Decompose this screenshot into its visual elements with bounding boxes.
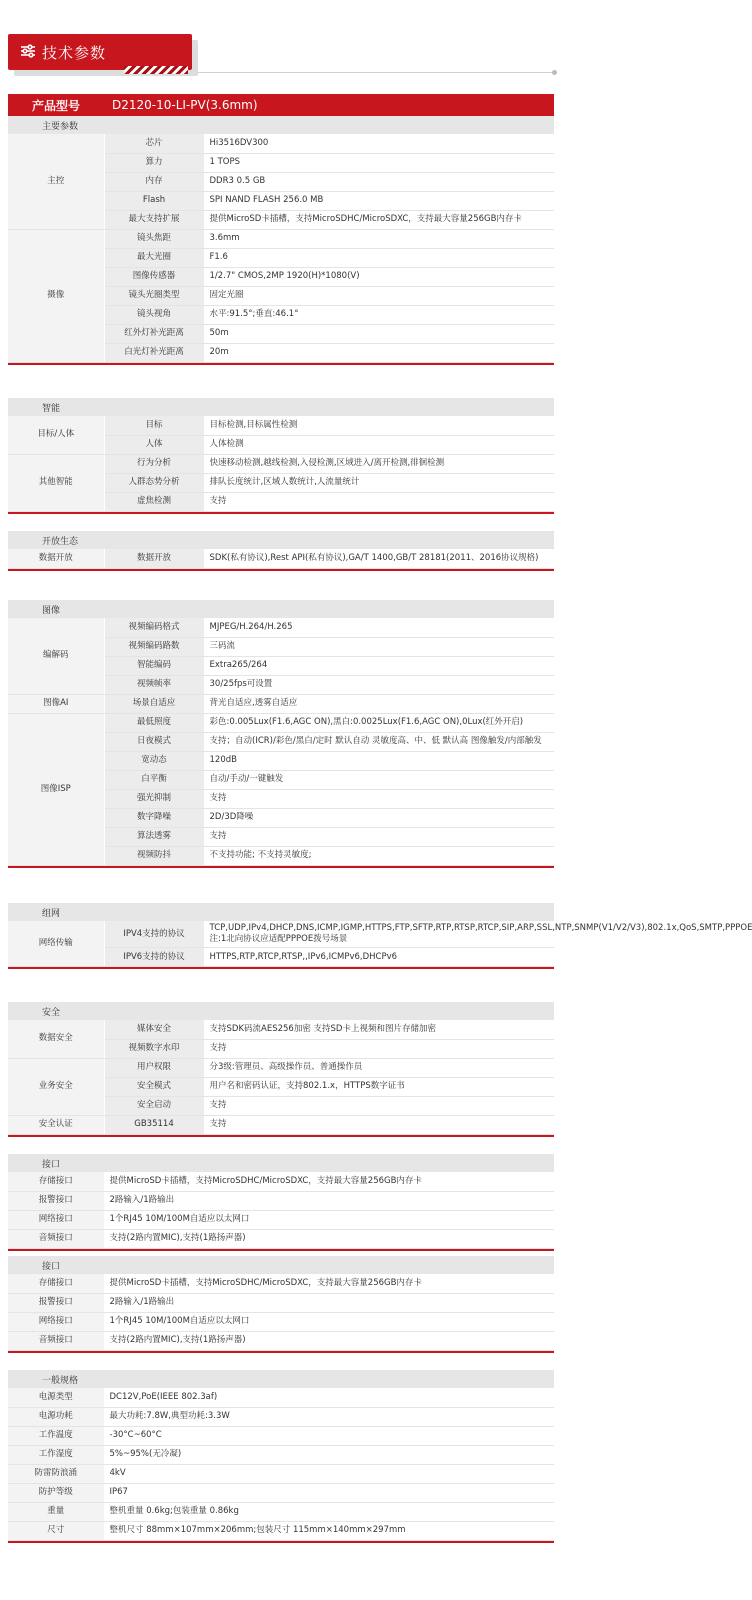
group-label: 编解码	[8, 618, 104, 694]
spec-value: 快速移动检测,越线检测,入侵检测,区域进入/离开检测,徘徊检测	[204, 454, 554, 473]
spec-value: 支持	[204, 1115, 554, 1134]
section-divider	[8, 512, 554, 514]
group-label: 图像AI	[8, 694, 104, 713]
spec-name: 人群态势分析	[104, 473, 204, 492]
product-model-header	[8, 94, 554, 116]
table-row	[8, 1020, 554, 1039]
spec-name: 行为分析	[104, 454, 204, 473]
spec-value: 支持(2路内置MIC),支持(1路扬声器)	[104, 1229, 554, 1248]
spec-name: Flash	[104, 191, 204, 210]
spec-value: 30/25fps可设置	[204, 675, 554, 694]
spec-name: 白平衡	[104, 770, 204, 789]
group-label: 图像ISP	[8, 713, 104, 865]
group-label: 摄像	[8, 229, 104, 362]
spec-table	[8, 921, 752, 967]
spec-value: -30°C~60°C	[104, 1426, 554, 1445]
spec-name: 数据开放	[104, 549, 204, 568]
spec-name: 镜头光圈类型	[104, 286, 204, 305]
spec-name: 网络接口	[8, 1210, 104, 1229]
spec-name: IPV4支持的协议	[104, 921, 204, 948]
spec-value: 2D/3D降噪	[204, 808, 554, 827]
spec-name: 视频编码格式	[104, 618, 204, 637]
spec-value: SPI NAND FLASH 256.0 MB	[204, 191, 554, 210]
spec-value: 整机尺寸 88mm×107mm×206mm;包装尺寸 115mm×140mm×297mm	[104, 1521, 554, 1540]
spec-section	[8, 903, 752, 969]
table-row	[8, 1464, 554, 1483]
spec-name: 白光灯补光距离	[104, 343, 204, 362]
group-label: 数据开放	[8, 549, 104, 568]
section-title: 安全	[8, 1002, 554, 1020]
spec-section	[8, 1256, 554, 1353]
table-row	[8, 1229, 554, 1248]
spec-section	[8, 1002, 554, 1137]
banner-divider	[198, 72, 554, 73]
spec-name: 最低照度	[104, 713, 204, 732]
table-row	[8, 1426, 554, 1445]
spec-section	[8, 116, 554, 365]
spec-value: 20m	[204, 343, 554, 362]
spec-name: 最大光圈	[104, 248, 204, 267]
table-row	[8, 694, 554, 713]
spec-value: 1个RJ45 10M/100M自适应以太网口	[104, 1312, 554, 1331]
table-row	[8, 1388, 554, 1407]
table-row	[8, 1312, 554, 1331]
spec-value: 支持	[204, 789, 554, 808]
spec-value: MJPEG/H.264/H.265	[204, 618, 554, 637]
section-divider	[8, 1135, 554, 1137]
spec-name: 最大支持扩展	[104, 210, 204, 229]
spec-value: 1 TOPS	[204, 153, 554, 172]
spec-value: 不支持功能; 不支持灵敏度;	[204, 846, 554, 865]
spec-name: 音频接口	[8, 1331, 104, 1350]
spec-section	[8, 398, 554, 514]
spec-table	[8, 1020, 554, 1135]
spec-value: 2路输入/1路输出	[104, 1191, 554, 1210]
spec-value: Hi3516DV300	[204, 134, 554, 153]
spec-name: 红外灯补光距离	[104, 324, 204, 343]
spec-name: 视频编码路数	[104, 637, 204, 656]
spec-name: GB35114	[104, 1115, 204, 1134]
section-title: 图像	[8, 600, 554, 618]
spec-name: 音频接口	[8, 1229, 104, 1248]
table-row	[8, 1407, 554, 1426]
group-label: 网络传输	[8, 921, 104, 967]
section-divider	[8, 967, 554, 969]
section-title: 组网	[8, 903, 554, 921]
table-row	[8, 1445, 554, 1464]
group-label: 其他智能	[8, 454, 104, 511]
table-row	[8, 1115, 554, 1134]
spec-value: 1/2.7" CMOS,2MP 1920(H)*1080(V)	[204, 267, 554, 286]
spec-value: 用户名和密码认证，支持802.1.x，HTTPS数字证书	[204, 1077, 554, 1096]
spec-value: 50m	[204, 324, 554, 343]
spec-name: 用户权限	[104, 1058, 204, 1077]
spec-name: 视频防抖	[104, 846, 204, 865]
table-row	[8, 618, 554, 637]
spec-name: 网络接口	[8, 1312, 104, 1331]
banner-stripes	[124, 66, 188, 74]
spec-name: 日夜模式	[104, 732, 204, 751]
spec-name: 内存	[104, 172, 204, 191]
spec-name: 算力	[104, 153, 204, 172]
spec-table	[8, 618, 554, 866]
table-row	[8, 921, 554, 948]
table-row	[8, 713, 554, 732]
spec-section	[8, 1370, 554, 1543]
table-row	[8, 1058, 554, 1077]
section-title: 一般规格	[8, 1370, 554, 1388]
spec-value: DDR3 0.5 GB	[204, 172, 554, 191]
table-row	[8, 1331, 554, 1350]
section-banner	[8, 34, 198, 76]
banner-title: 技术参数	[42, 43, 107, 62]
spec-name: 场景自适应	[104, 694, 204, 713]
spec-name: IPV6支持的协议	[104, 948, 204, 967]
table-row	[8, 1172, 554, 1191]
spec-value: 1个RJ45 10M/100M自适应以太网口	[104, 1210, 554, 1229]
spec-section	[8, 1154, 554, 1251]
spec-value: F1.6	[204, 248, 554, 267]
spec-value: SDK(私有协议),Rest API(私有协议),GA/T 1400,GB/T 28181(2011、2016协议规格)	[204, 549, 554, 568]
group-label: 安全认证	[8, 1115, 104, 1134]
spec-value: 2路输入/1路输出	[104, 1293, 554, 1312]
spec-value: 分3级:管理员、高级操作员、普通操作员	[204, 1058, 554, 1077]
product-model-label: 产品型号	[31, 98, 80, 113]
group-label: 业务安全	[8, 1058, 104, 1115]
spec-table	[8, 549, 554, 569]
spec-section	[8, 531, 554, 571]
table-row	[8, 1210, 554, 1229]
spec-name: 强光抑制	[104, 789, 204, 808]
spec-value: 提供MicroSD卡插槽，支持MicroSDHC/MicroSDXC，支持最大容量256GB内存卡	[204, 210, 554, 229]
spec-table	[8, 1274, 554, 1351]
spec-table	[8, 1388, 554, 1541]
spec-value: 支持	[204, 1039, 554, 1058]
spec-name: 电源类型	[8, 1388, 104, 1407]
spec-table	[8, 1172, 554, 1249]
spec-value: 支持(2路内置MIC),支持(1路扬声器)	[104, 1331, 554, 1350]
spec-value: 三码流	[204, 637, 554, 656]
table-row	[8, 1521, 554, 1540]
section-divider	[8, 1351, 554, 1353]
section-title: 接口	[8, 1154, 554, 1172]
spec-name: 虚焦检测	[104, 492, 204, 511]
spec-name: 镜头焦距	[104, 229, 204, 248]
spec-value: 背光自适应,透雾自适应	[204, 694, 554, 713]
table-row	[8, 549, 554, 568]
spec-name: 人体	[104, 435, 204, 454]
spec-value: 目标检测,目标属性检测	[204, 416, 554, 435]
spec-value: 支持	[204, 1096, 554, 1115]
spec-value: 支持	[204, 827, 554, 846]
spec-name: 宽动态	[104, 751, 204, 770]
spec-value: 最大功耗:7.8W,典型功耗:3.3W	[104, 1407, 554, 1426]
spec-name: 目标	[104, 416, 204, 435]
spec-value: 水平:91.5°;垂直:46.1°	[204, 305, 554, 324]
spec-name: 安全模式	[104, 1077, 204, 1096]
spec-name: 重量	[8, 1502, 104, 1521]
spec-value: 人体检测	[204, 435, 554, 454]
section-title: 主要参数	[8, 116, 554, 134]
section-divider	[8, 1541, 554, 1543]
spec-name: 电源功耗	[8, 1407, 104, 1426]
spec-value: 整机重量 0.6kg;包装重量 0.86kg	[104, 1502, 554, 1521]
spec-name: 存储接口	[8, 1172, 104, 1191]
spec-value: 彩色:0.005Lux(F1.6,AGC ON),黑白:0.0025Lux(F1.6,AGC ON),0Lux(红外开启)	[204, 713, 554, 732]
spec-value: 固定光圈	[204, 286, 554, 305]
banner-box	[8, 34, 192, 70]
spec-value: 排队长度统计,区域人数统计,人流量统计	[204, 473, 554, 492]
spec-table	[8, 416, 554, 512]
group-label: 主控	[8, 134, 104, 229]
table-row	[8, 1483, 554, 1502]
spec-section	[8, 600, 554, 868]
spec-name: 媒体安全	[104, 1020, 204, 1039]
group-label: 目标/人体	[8, 416, 104, 454]
sliders-icon	[20, 44, 36, 61]
spec-value: 自动/手动/一键触发	[204, 770, 554, 789]
spec-value: 120dB	[204, 751, 554, 770]
section-divider	[8, 569, 554, 571]
spec-value: TCP,UDP,IPv4,DHCP,DNS,ICMP,IGMP,HTTPS,FTP,SFTP,RTP,RTSP,RTCP,SIP,ARP,SSL,NTP,SNMP(V1/V2/V3),802.1x,QoS,SMTP,PPPOE 注:1北向协议应适配PPPOE拨号场景	[204, 921, 554, 948]
group-label: 数据安全	[8, 1020, 104, 1058]
spec-name: 图像传感器	[104, 267, 204, 286]
table-row	[8, 1274, 554, 1293]
spec-value: 支持SDK码流AES256加密 支持SD卡上视频和图片存储加密	[204, 1020, 554, 1039]
section-divider	[8, 1249, 554, 1251]
spec-value: 提供MicroSD卡插槽，支持MicroSDHC/MicroSDXC，支持最大容量256GB内存卡	[104, 1172, 554, 1191]
spec-value: 5%~95%(无冷凝)	[104, 1445, 554, 1464]
spec-table	[8, 134, 554, 363]
spec-name: 工作温度	[8, 1426, 104, 1445]
spec-name: 安全启动	[104, 1096, 204, 1115]
spec-name: 防护等级	[8, 1483, 104, 1502]
spec-name: 工作湿度	[8, 1445, 104, 1464]
spec-value: 支持	[204, 492, 554, 511]
spec-name: 视频帧率	[104, 675, 204, 694]
product-model-value: D2120-10-LI-PV(3.6mm)	[112, 98, 258, 112]
spec-name: 报警接口	[8, 1191, 104, 1210]
spec-value: DC12V,PoE(IEEE 802.3af)	[104, 1388, 554, 1407]
spec-value: IP67	[104, 1483, 554, 1502]
spec-value: 支持；自动(ICR)/彩色/黑白/定时 默认自动 灵敏度高、中、低 默认高 图像触发/内部触发	[204, 732, 554, 751]
spec-name: 芯片	[104, 134, 204, 153]
section-title: 智能	[8, 398, 554, 416]
table-row	[8, 1191, 554, 1210]
table-row	[8, 1293, 554, 1312]
spec-value: HTTPS,RTP,RTCP,RTSP,,IPv6,ICMPv6,DHCPv6	[204, 948, 554, 967]
spec-value: 3.6mm	[204, 229, 554, 248]
spec-name: 报警接口	[8, 1293, 104, 1312]
table-row	[8, 1502, 554, 1521]
spec-value: 提供MicroSD卡插槽，支持MicroSDHC/MicroSDXC，支持最大容量256GB内存卡	[104, 1274, 554, 1293]
spec-name: 数字降噪	[104, 808, 204, 827]
spec-name: 存储接口	[8, 1274, 104, 1293]
table-row	[8, 416, 554, 435]
section-title: 开放生态	[8, 531, 554, 549]
banner-dot	[552, 70, 557, 75]
spec-value: Extra265/264	[204, 656, 554, 675]
table-row	[8, 229, 554, 248]
spec-name: 视频数字水印	[104, 1039, 204, 1058]
section-divider	[8, 363, 554, 365]
spec-name: 镜头视角	[104, 305, 204, 324]
section-divider	[8, 866, 554, 868]
spec-name: 尺寸	[8, 1521, 104, 1540]
table-row	[8, 134, 554, 153]
table-row	[8, 454, 554, 473]
spec-name: 防雷防浪涌	[8, 1464, 104, 1483]
spec-name: 算法透雾	[104, 827, 204, 846]
spec-name: 智能编码	[104, 656, 204, 675]
spec-value: 4kV	[104, 1464, 554, 1483]
section-title: 接口	[8, 1256, 554, 1274]
